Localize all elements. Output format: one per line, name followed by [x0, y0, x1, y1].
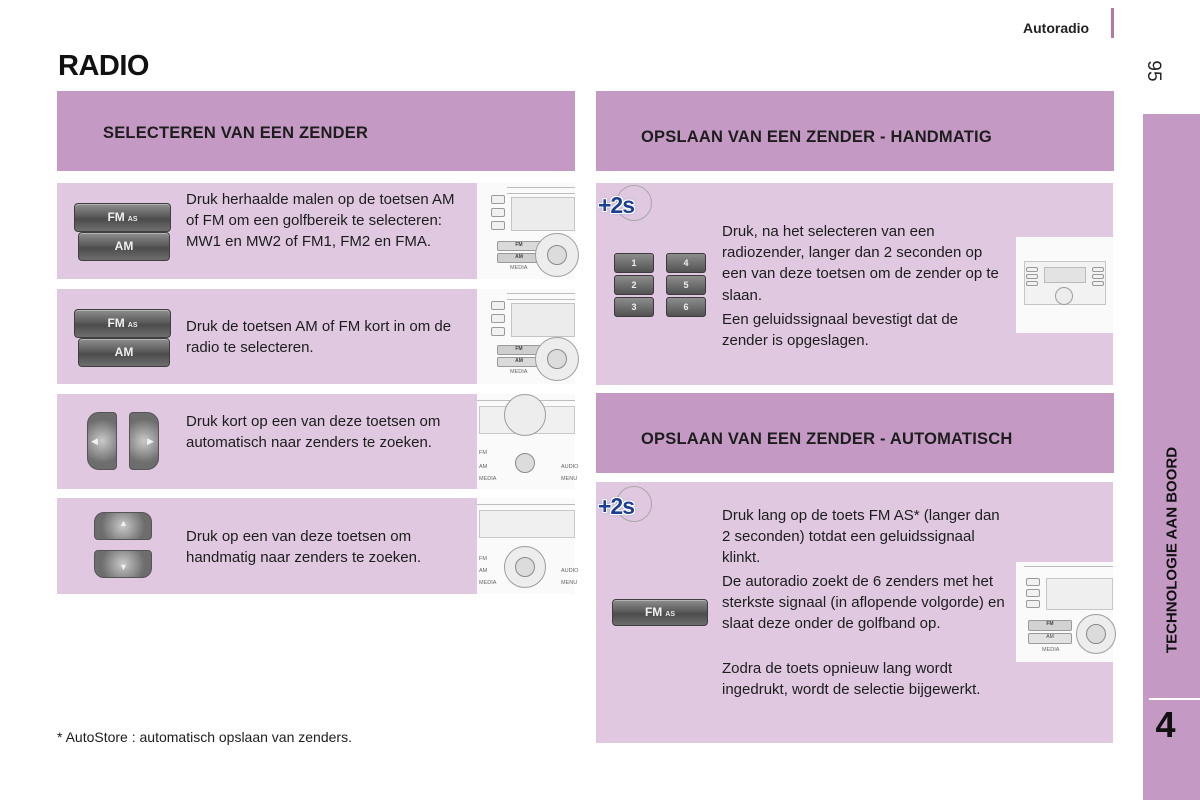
- instruction-text: Druk, na het selecteren van een radiozender, langer dan 2 seconden op een van deze toetsen om de zender op te slaan.: [722, 223, 999, 304]
- preset-mini: [1026, 274, 1038, 279]
- volume-knob: [504, 394, 546, 436]
- preset-mini: [1092, 281, 1104, 286]
- am-button: AM: [78, 232, 170, 261]
- instruction-row: [57, 289, 477, 384]
- preset-mini: [1026, 578, 1040, 586]
- preset-1-button: 1: [614, 253, 654, 273]
- instruction-text: Druk lang op de toets FM AS* (langer dan 2 seconden) totdat een geluidssignaal klinkt.: [722, 507, 1000, 567]
- seek-up-button: [129, 412, 159, 470]
- preset-5-button: 5: [666, 275, 706, 295]
- hold-2s-badge: +2s: [598, 493, 635, 519]
- fm-as-mini: FM: [497, 345, 541, 355]
- radio-illustration: [477, 394, 579, 489]
- chapter-side-tab: [1143, 114, 1200, 800]
- am-mini: AM: [1028, 633, 1072, 644]
- preset-1-mini: [491, 301, 505, 310]
- preset-mini: [1092, 267, 1104, 272]
- radio-illustration: [1016, 562, 1113, 662]
- media-mini-label: MEDIA: [510, 265, 528, 271]
- instruction-text: Druk de toetsen AM of FM kort in om de radio te selecteren.: [186, 318, 452, 357]
- section-header-automatic: [596, 393, 1114, 473]
- header-rule: [1111, 8, 1114, 38]
- seek-down-button: [87, 412, 117, 470]
- instruction-row: [57, 183, 477, 279]
- page-title: RADIO: [58, 50, 149, 82]
- preset-4-button: 4: [666, 253, 706, 273]
- media-mini-label: MEDIA: [479, 476, 497, 482]
- audio-mini-label: AUDIO: [561, 568, 579, 574]
- preset-3-button: 3: [614, 297, 654, 317]
- media-mini-label: MEDIA: [479, 580, 497, 586]
- fm-as-button: FM AS: [74, 203, 171, 232]
- chapter-label: TECHNOLOGIE AAN BOORD: [1163, 446, 1180, 654]
- instruction-text: De autoradio zoekt de 6 zenders met het sterkste signaal (in aflopende volgorde) en slaat deze onder de golfband op.: [722, 573, 1005, 633]
- manual-save-panel: [596, 183, 1113, 385]
- instruction-text: Een geluidssignaal bevestigt dat de zender is opgeslagen.: [722, 311, 959, 350]
- instruction-row: [57, 394, 477, 489]
- instruction-row: [57, 498, 477, 594]
- fm-as-mini: FM: [1028, 620, 1072, 631]
- preset-2-mini: [491, 208, 505, 217]
- fm-as-mini-label: FM: [479, 556, 487, 562]
- preset-mini: [1026, 589, 1040, 597]
- media-mini-label: MEDIA: [510, 369, 528, 375]
- power-icon: [515, 453, 535, 473]
- power-icon: [1086, 624, 1106, 644]
- fm-as-mini-label: FM: [479, 450, 487, 456]
- radio-illustration: [1016, 237, 1113, 333]
- preset-2-button: 2: [614, 275, 654, 295]
- preset-6-button: 6: [666, 297, 706, 317]
- preset-3-mini: [491, 221, 505, 230]
- fm-as-button: FM AS: [74, 309, 171, 338]
- preset-mini: [1026, 600, 1040, 608]
- arrow-left-icon: ◀: [91, 436, 98, 446]
- page-number: 95: [1143, 60, 1164, 82]
- section-heading: SELECTEREN VAN EEN ZENDER: [103, 124, 369, 142]
- arrow-up-icon: ▲: [119, 518, 128, 528]
- power-icon: [547, 349, 567, 369]
- radio-illustration: [477, 289, 575, 384]
- radio-illustration: [477, 498, 579, 594]
- chapter-divider: [1149, 698, 1200, 700]
- audio-mini-label: AUDIO: [561, 464, 579, 470]
- section-heading: OPSLAAN VAN EEN ZENDER - AUTOMATISCH: [641, 430, 1013, 448]
- am-button: AM: [78, 338, 170, 367]
- running-header: Autoradio: [1023, 20, 1090, 36]
- volume-knob: [1055, 287, 1073, 305]
- footnote: * AutoStore : automatisch opslaan van zenders.: [57, 729, 352, 745]
- power-icon: [547, 245, 567, 265]
- instruction-text: Druk op een van deze toetsen om handmatig naar zenders te zoeken.: [186, 528, 422, 567]
- am-mini: AM: [497, 357, 541, 367]
- instruction-text: Druk kort op een van deze toetsen om automatisch naar zenders te zoeken.: [186, 413, 441, 452]
- fm-as-button: FM AS: [612, 599, 708, 626]
- radio-illustration: [477, 183, 575, 279]
- preset-1-mini: [491, 195, 505, 204]
- preset-mini: [1026, 267, 1038, 272]
- preset-mini: [1092, 274, 1104, 279]
- section-heading: OPSLAAN VAN EEN ZENDER - HANDMATIG: [641, 128, 992, 146]
- arrow-right-icon: ▶: [147, 436, 154, 446]
- section-header-manual: [596, 91, 1114, 171]
- am-mini: AM: [497, 253, 541, 263]
- am-mini-label: AM: [479, 568, 488, 574]
- section-header-select: [57, 91, 575, 171]
- automatic-save-panel: [596, 482, 1113, 743]
- menu-mini-label: MENU: [561, 476, 578, 482]
- tune-up-button: [94, 512, 152, 540]
- preset-3-mini: [491, 327, 505, 336]
- preset-2-mini: [491, 314, 505, 323]
- power-icon: [515, 557, 535, 577]
- instruction-text: Zodra de toets opnieuw lang wordt ingedrukt, wordt de selectie bijgewerkt.: [722, 660, 981, 699]
- preset-mini: [1026, 281, 1038, 286]
- tune-down-button: [94, 550, 152, 578]
- menu-mini-label: MENU: [561, 580, 578, 586]
- instruction-text: Druk herhaalde malen op de toetsen AM of FM om een golfbereik te selecteren: MW1 en MW2 of FM1, FM2 en FMA.: [186, 191, 455, 251]
- fm-as-mini: FM: [497, 241, 541, 251]
- arrow-down-icon: ▼: [119, 562, 128, 572]
- am-mini-label: AM: [479, 464, 488, 470]
- hold-2s-badge: +2s: [598, 192, 635, 218]
- chapter-number: 4: [1155, 704, 1176, 745]
- media-mini-label: MEDIA: [1042, 647, 1060, 653]
